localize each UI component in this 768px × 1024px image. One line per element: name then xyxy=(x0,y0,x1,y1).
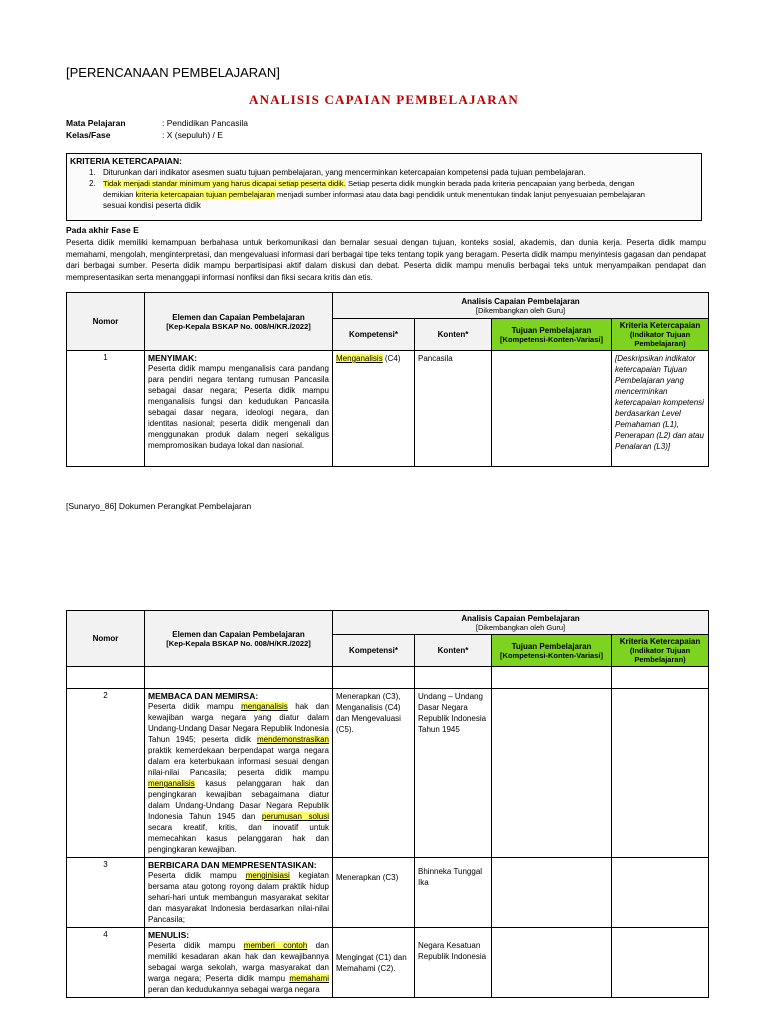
kriteria-item2-line3: sesuai kondisi peserta didik xyxy=(103,201,201,210)
info-kelas xyxy=(66,130,223,140)
header-kriteria-title: Kriteria Ketercapaian xyxy=(619,321,701,330)
kriteria-title: KRITERIA KETERCAPAIAN: xyxy=(70,156,182,166)
table-row xyxy=(67,689,709,858)
header-kompetensi: Kompetensi* xyxy=(333,319,415,351)
kelas-label: Kelas/Fase xyxy=(66,130,111,140)
fase-description: Peserta didik memiliki kemampuan berbahasa untuk berkomunikasi dan bernalar sesuai dengan tujuan, konteks sosial, akademis, dan dunia kerja. Peserta didik mampu memahami, mengolah, menginterpretasi, dan mengevaluasi informasi dari berbagai tipe teks tentang topik yang beragam. Peserta didik mampu menyintesis gagasan dan pendapat dari berbagai sumber. Peserta didik mampu berpartisipasi aktif dalam diskusi dan debat. Peserta didik mampu menulis berbagai teks untuk menyampaikan pendapat dan mempresentasikan serta menanggapi informasi nonfiksi dan fiksi secara kritis dan etis. xyxy=(66,238,706,282)
header-analisis-sub: [Dikembangkan oleh Guru] xyxy=(475,622,566,632)
header-analisis xyxy=(333,293,709,319)
row1-kompetensi xyxy=(333,351,415,467)
text-run: peran dan kedudukannya sebagai warga negara xyxy=(148,985,320,994)
row3-tujuan xyxy=(492,858,612,928)
text-run: dan memiliki kesadaran akan hak dan kewajibannya sebagai warga sekolah, warga masyarakat dan warga negara; Peserta didik mampu xyxy=(148,941,329,983)
row4-konten: Negara Kesatuan Republik Indonesia xyxy=(415,928,492,998)
empty-cell xyxy=(333,667,415,689)
mapel-value: : Pendidikan Pancasila xyxy=(162,118,249,128)
row1-elemen-title: MENYIMAK: xyxy=(148,353,198,363)
row1-kompetensi-rest: (C4) xyxy=(382,354,401,363)
row2-tujuan xyxy=(492,689,612,858)
table-row xyxy=(67,928,709,998)
header-nomor: Nomor xyxy=(67,611,145,667)
kriteria-item1: Diturunkan dari indikator asesmen suatu tujuan pembelajaran, yang mencerminkan ketercapaian kompetensi pada tujuan pembelajaran. xyxy=(103,168,586,177)
table-row xyxy=(67,858,709,928)
kriteria-item2-highlight: Tidak menjadi standar minimum yang harus dicapai setiap peserta didik. xyxy=(103,179,346,188)
row4-kompetensi: Mengingat (C1) dan Memahami (C2). xyxy=(333,928,415,998)
highlight-run: perumusan solusi xyxy=(261,812,330,821)
empty-cell xyxy=(492,667,612,689)
header-elemen-sub: [Kep-Kepala BSKAP No. 008/H/KR./2022] xyxy=(166,638,311,648)
row3-elemen xyxy=(145,858,333,928)
header-tujuan-sub: [Kompetensi-Konten-Variasi] xyxy=(500,650,603,660)
cp-table-2 xyxy=(66,610,709,998)
row2-elemen-title: MEMBACA DAN MEMIRSA: xyxy=(148,691,259,701)
row2-konten: Undang – Undang Dasar Negara Republik Indonesia Tahun 1945 xyxy=(415,689,492,858)
text-run: kegiatan bersama atau gotong royong dalam praktik hidup sehari-hari untuk membangun masyarakat sekitar dan masyarakat Indonesia berdasarkan nilai-nilai Pancasila; xyxy=(148,871,329,924)
text-run: praktik kemerdekaan berpendapat warga negara dalam era keterbukaan informasi sesuai dengan nilai-nilai Pancasila; peserta didik mampu xyxy=(148,746,329,777)
header-tujuan xyxy=(492,319,612,351)
header-analisis xyxy=(333,611,709,635)
row1-kompetensi-highlight: Menganalisis xyxy=(336,354,383,363)
row3-elemen-title: BERBICARA DAN MEMPRESENTASIKAN: xyxy=(148,860,317,870)
table-row xyxy=(67,351,709,467)
row4-kriteria xyxy=(612,928,709,998)
row4-elemen xyxy=(145,928,333,998)
row2-nomor: 2 xyxy=(67,689,145,858)
row2-elemen xyxy=(145,689,333,858)
header-tujuan-title: Tujuan Pembelajaran xyxy=(511,641,592,651)
kriteria-item1-number: 1. xyxy=(89,168,96,177)
row2-kriteria xyxy=(612,689,709,858)
header-nomor: Nomor xyxy=(67,293,145,351)
header-konten: Konten* xyxy=(415,319,492,351)
header-kriteria xyxy=(612,635,709,667)
row2-kompetensi: Menerapkan (C3), Menganalisis (C4) dan Mengevaluasi (C5). xyxy=(333,689,415,858)
empty-cell xyxy=(67,667,145,689)
kriteria-box xyxy=(66,153,702,221)
row3-konten: Bhinneka Tunggal Ika xyxy=(415,858,492,928)
highlight-run: mendemonstrasikan xyxy=(256,735,329,744)
kriteria-item2-line2 xyxy=(103,190,699,201)
mapel-label: Mata Pelajaran xyxy=(66,118,126,128)
header-kriteria-title: Kriteria Ketercapaian xyxy=(619,637,701,646)
header-konten: Konten* xyxy=(415,635,492,667)
kriteria-item2-number: 2. xyxy=(89,179,96,188)
kriteria-item2-highlight2: kriteria ketercapaian tujuan pembelajaran xyxy=(135,190,275,199)
header-analisis-title: Analisis Capaian Pembelajaran xyxy=(461,296,580,306)
header-analisis-sub: [Dikembangkan oleh Guru] xyxy=(475,305,566,315)
highlight-run: menganalisis xyxy=(148,779,195,788)
document-header-label: [PERENCANAAN PEMBELAJARAN] xyxy=(66,65,280,80)
row1-elemen-desc: Peserta didik mampu menganalisis cara pandang para pendiri negara tentang rumusan Pancasila sebagai dasar negara; Peserta didik mampu menganalisis fungsi dan kedudukan Pancasila sebagai dasar negara, ideologi negara, dan identitas nasional; peserta didik mengenali dan menggunakan produk dalam negeri sekaligus mempromosikan budaya lokal dan nasional. xyxy=(148,364,329,450)
header-elemen-title: Elemen dan Capaian Pembelajaran xyxy=(172,629,305,639)
row3-kriteria xyxy=(612,858,709,928)
header-elemen xyxy=(145,611,333,667)
header-tujuan xyxy=(492,635,612,667)
header-kriteria xyxy=(612,319,709,351)
text-run: Peserta didik mampu xyxy=(148,941,244,950)
row1-tujuan xyxy=(492,351,612,467)
header-analisis-title: Analisis Capaian Pembelajaran xyxy=(461,613,580,623)
header-elemen xyxy=(145,293,333,351)
fase-title: Pada akhir Fase E xyxy=(66,225,139,235)
header-elemen-sub: [Kep-Kepala BSKAP No. 008/H/KR./2022] xyxy=(166,321,311,331)
highlight-run: memberi contoh xyxy=(243,941,308,950)
page-footer: [Sunaryo_86] Dokumen Perangkat Pembelajaran xyxy=(66,501,252,511)
empty-cell xyxy=(415,667,492,689)
cp-table-1 xyxy=(66,292,709,467)
row1-konten: Pancasila xyxy=(415,351,492,467)
row3-elemen-desc xyxy=(148,870,329,925)
info-mapel xyxy=(66,118,248,128)
text-run: Peserta didik mampu xyxy=(148,871,246,880)
kelas-value: : X (sepuluh) / E xyxy=(162,130,223,140)
text-run: secara kreatif, kritis, dan inovatif untuk memecahkan kasus pelanggaran hak dan pengingkaran kewajiban. xyxy=(148,823,329,854)
row3-nomor: 3 xyxy=(67,858,145,928)
row4-nomor: 4 xyxy=(67,928,145,998)
header-tujuan-title: Tujuan Pembelajaran xyxy=(511,325,592,335)
highlight-run: menginisiasi xyxy=(245,871,290,880)
row3-kompetensi: Menerapkan (C3) xyxy=(333,858,415,928)
row1-kriteria: [Deskripsikan indikator ketercapaian Tujuan Pembelajaran yang mencerminkan ketercapaian kompetensi berdasarkan Level Pemahaman (L1), Penerapan (L2) dan atau Penalaran (L3)] xyxy=(612,351,709,467)
table-row-empty xyxy=(67,667,709,689)
text-run: hak dan kewajiban warga negara yang diatur dalam Undang-Undang Dasar Negara Republik Indonesia Tahun 1945; peserta didik xyxy=(148,702,330,744)
kriteria-item2-line1 xyxy=(103,179,699,190)
row1-nomor: 1 xyxy=(67,351,145,467)
header-elemen-title: Elemen dan Capaian Pembelajaran xyxy=(172,312,305,322)
empty-cell xyxy=(612,667,709,689)
header-kompetensi: Kompetensi* xyxy=(333,635,415,667)
kriteria-item2-rest2: menjadi sumber informasi atau data bagi pendidik untuk menentukan tindak lanjut penyesuaian pembelajaran xyxy=(274,190,646,199)
header-tujuan-sub: [Kompetensi-Konten-Variasi] xyxy=(500,334,603,344)
text-run: kasus pelanggaran hak dan pengingkaran kewajiban sebagaimana diatur dalam Undang-Undang Dasar Negara Republik Indonesia Tahun 1945 dan xyxy=(148,779,329,821)
row4-elemen-desc xyxy=(148,940,329,995)
row4-elemen-title: MENULIS: xyxy=(148,930,190,940)
empty-cell xyxy=(145,667,333,689)
highlight-run: menganalisis xyxy=(241,702,288,711)
document-title: ANALISIS CAPAIAN PEMBELAJARAN xyxy=(248,92,520,107)
header-kriteria-sub: (Indikator Tujuan Pembelajaran) xyxy=(629,330,691,348)
header-kriteria-sub: (Indikator Tujuan Pembelajaran) xyxy=(629,646,691,664)
kriteria-item2-rest: Setiap peserta didik mungkin berada pada kriteria pencapaian yang berbeda, dengan xyxy=(345,179,635,188)
row4-tujuan xyxy=(492,928,612,998)
highlight-run: memahami xyxy=(289,974,329,983)
row2-elemen-desc xyxy=(148,701,329,855)
text-run: Peserta didik mampu xyxy=(148,702,242,711)
row1-elemen xyxy=(145,351,333,467)
kriteria-item2-pre: demikian xyxy=(103,190,136,199)
